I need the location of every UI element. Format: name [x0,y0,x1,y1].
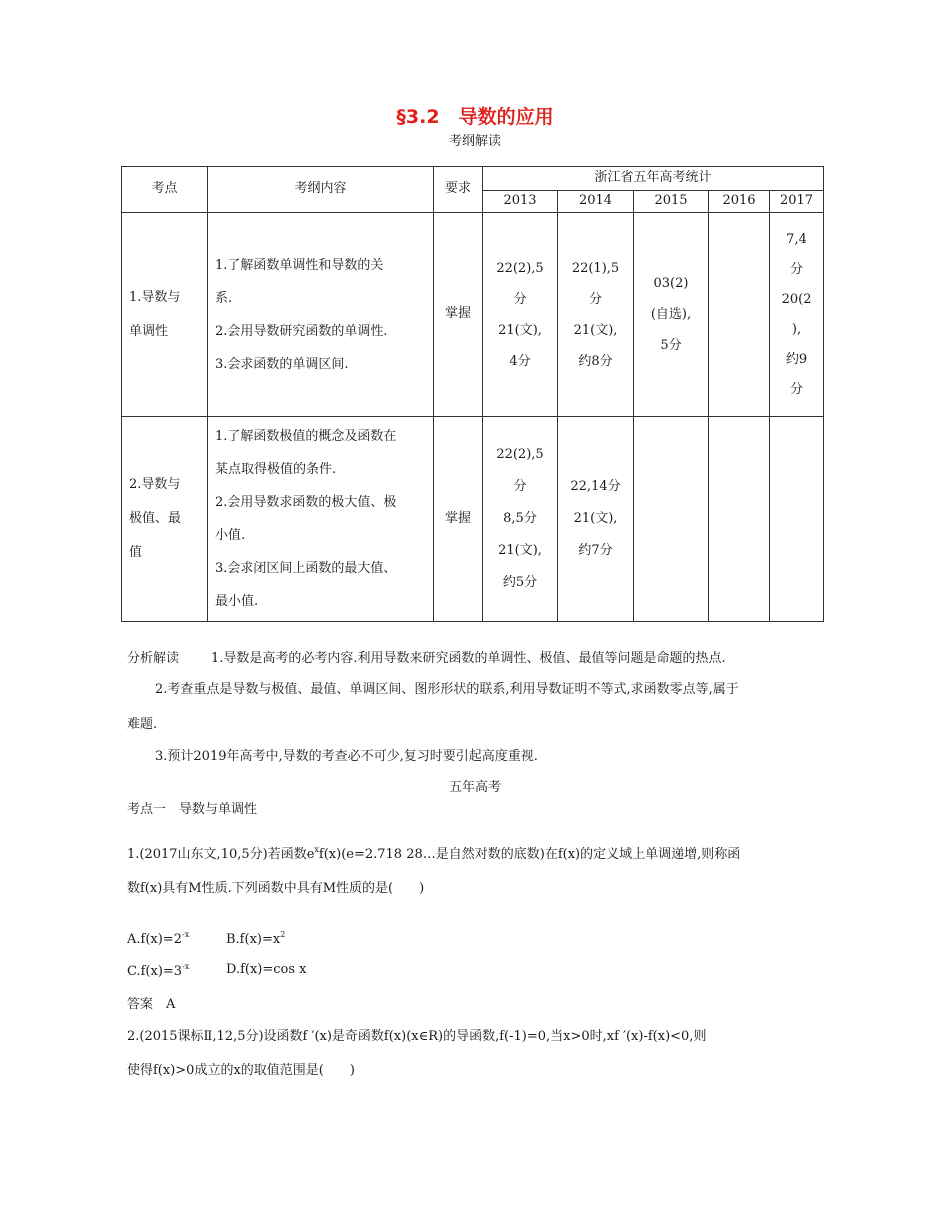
syllabus-table [121,166,824,622]
header-year: 2015 [634,191,709,213]
stat-cell-2014: 22,14分 21(文), 约7分 [558,417,634,622]
point-cell: 2.导数与 极值、最 值 [122,417,208,622]
section-title: §3.2 导数的应用 [396,106,554,128]
content-cell: 1.了解函数单调性和导数的关 系. 2.会用导数研究函数的单调性. 3.会求函数的单调区间. [208,213,434,417]
question-1-line-2: 数f(x)具有M性质.下列函数中具有M性质的是( ) [127,881,425,896]
question-2-line-2: 使得f(x)>0成立的x的取值范围是( ) [127,1063,355,1078]
five-year-heading: 五年高考 [448,780,501,795]
question-2-line-1: 2.(2015课标Ⅱ,12,5分)设函数f ′(x)是奇函数f(x)(x∈R)的导函数,f(-1)=0,当x>0时,xf ′(x)-f(x)<0,则 [127,1029,707,1044]
option-d: D.f(x)=cos x [226,962,307,977]
stat-cell-2015 [634,417,709,622]
header-requirement: 要求 [434,167,483,213]
kaodian-heading: 考点一 导数与单调性 [127,802,258,817]
table-row [122,213,824,417]
content-cell: 1.了解函数极值的概念及函数在 某点取得极值的条件. 2.会用导数求函数的极大值、极 小值. 3.会求闭区间上函数的最大值、 最小值. [208,417,434,622]
analysis-paragraph-1: 分析解读 1.导数是高考的必考内容.利用导数来研究函数的单调性、极值、最值等问题是命题的热点. [127,651,726,666]
stat-cell-2017: 7,4 分 20(2 ), 约9 分 [770,213,824,417]
stat-cell-2017 [770,417,824,622]
header-content: 考纲内容 [208,167,434,213]
stat-cell-2016 [709,213,770,417]
stat-cell-2014: 22(1),5 分 21(文), 约8分 [558,213,634,417]
point-cell: 1.导数与 单调性 [122,213,208,417]
table-row [122,417,824,622]
requirement-cell: 掌握 [434,417,483,622]
stat-cell-2013: 22(2),5 分 21(文), 4分 [483,213,558,417]
analysis-paragraph-2-cont: 难题. [127,717,158,732]
header-stats: 浙江省五年高考统计 [483,167,824,191]
header-year: 2016 [709,191,770,213]
stat-cell-2016 [709,417,770,622]
analysis-paragraph-3: 3.预计2019年高考中,导数的考查必不可少,复习时要引起高度重视. [155,749,538,764]
option-b: $B.f(x)=x^2$ [226,930,286,947]
option-c: $C.f(x)=3^{-x}$ [127,962,190,979]
stat-cell-2013: 22(2),5 分 8,5分 21(文), 约5分 [483,417,558,622]
header-year: 2017 [770,191,824,213]
analysis-paragraph-2: 2.考查重点是导数与极值、最值、单调区间、图形形状的联系,利用导数证明不等式,求函数零点等,属于 [155,682,739,697]
stat-cell-2015: 03(2) (自选), 5分 [634,213,709,417]
header-year: 2014 [558,191,634,213]
section-subtitle: 考纲解读 [448,134,501,149]
header-point: 考点 [122,167,208,213]
header-year: 2013 [483,191,558,213]
requirement-cell: 掌握 [434,213,483,417]
analysis-label: 分析解读 [127,651,180,666]
answer-1: 答案 A [127,997,176,1012]
question-1-line-1: 1.(2017山东文,10,5分)若函数$e^xf(x)(e=2.718$ 28…是自然对数的底数)在f(x)的定义域上单调递增,则称函 [127,845,741,862]
option-a: $A.f(x)=2^{-x}$ [127,930,190,947]
